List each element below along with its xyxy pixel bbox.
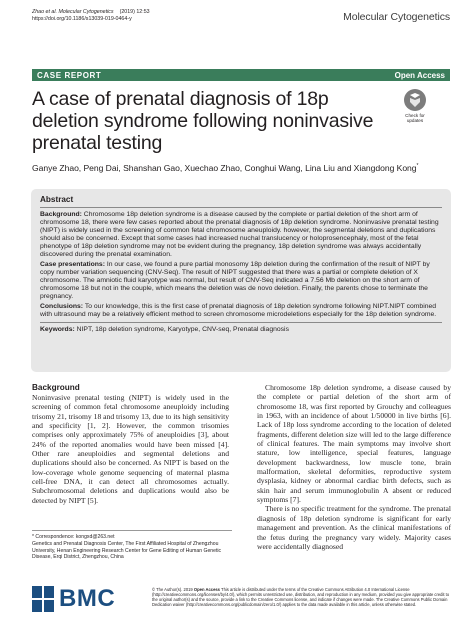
affiliation-text: Genetics and Prenatal Diagnosis Center, The First Affiliated Hospital of Zhengzhou University, Henan Engineering Research Center for Gene Editing of Human Genetic Disease, Erqi District, Zhengzhou, China: [32, 541, 222, 561]
abstract-divider: [40, 207, 442, 208]
abstract-background-text: Chromosome 18p deletion syndrome is a disease caused by the complete or partial deletion of the short arm of chromosome 18, there were few cases reported about the prenatal diagnosis of 18p deletion syndrome. Noninvasive prenatal testing (NIPT) is widely used in the screening of common fetal chromosome aneuploidy. however, the segmental deletions and duplications should also be concerned. Except that some cases had increased nuchal translucency or holoprosencephaly, most of the fetal phenotype of 18p deletion syndrome may not be evident during the pregnancy, 18p deletion syndrome was always accidentally discovered during the prenatal examination.: [40, 210, 439, 258]
article-type-label: CASE REPORT: [37, 70, 102, 80]
abstract-case-text: In our case, we found a pure partial monosomy 18p deletion during the confirmation of the result of NIPT by copy number variation sequencing (CNV-Seq). The result of NIPT suggested that there was a partial or complete deletion of X chromosome. The amniotic fluid karyotype was normal, but result of CNV-Seq indicated a 7.56 Mb deletion on the short arm of chromosome 18 but not in the couple, which means the deletion was de novo deletion. Finally, the parents chose to terminate the pregnancy.: [40, 260, 430, 301]
license-text: [152, 587, 452, 607]
abstract-conclusions-label: Conclusions:: [40, 303, 84, 311]
correspondence-email[interactable]: * Correspondence: kongxd@263.net: [32, 534, 115, 540]
author-list: [32, 163, 452, 173]
abstract-conclusions: [40, 303, 442, 319]
keywords-divider: [40, 322, 442, 323]
citation-block: [32, 9, 156, 23]
abstract-conclusions-text: To our knowledge, this is the first case of prenatal diagnosis of 18p deletion syndrome following NIPT.NIPT combined with ultrasound may be a relatively efficient method to screen chromosome microdeletions especially for the 18p deletion syndrome.: [40, 303, 437, 319]
background-paragraph: Noninvasive prenatal testing (NIPT) is widely used in the screening of common fetal chromosome aneuploidy including trisomy 21, trisomy 18 and trisomy 13, due to its high sensitivity and specificity [1, 2]. However, the common trisomies comprises only approximately 75% of aneuploidies [3], about 24% of the reported anomalies would have been missed [4]. Other rare aneuploidies and segmental deletions and duplications should also be concerned. As NIPT is based on the low-coverage whole genome sequencing of maternal plasma cell-free DNA, it can detect all chromosomes actually. Subchromosomal deletions and duplications would also be detected by NIPT [5].: [32, 393, 229, 505]
abstract-case: [40, 261, 442, 301]
article-title: A case of prenatal diagnosis of 18p deletion syndrome following noninvasive prenatal testing: [32, 88, 374, 154]
abstract-keywords: [40, 326, 442, 334]
abstract-box: [31, 189, 451, 372]
citation-year: (2019) 12:53: [119, 9, 150, 15]
check-for-updates-badge[interactable]: [398, 89, 432, 129]
open-access-label: Open Access: [394, 70, 445, 80]
correspondence-footnote: [32, 530, 232, 561]
license-open-access: Open Access: [193, 587, 220, 592]
bmc-logo-text: BMC: [59, 585, 116, 612]
authors-text: Ganye Zhao, Peng Dai, Shanshan Gao, Xuechao Zhao, Conghui Wang, Lina Liu and Xiangdong Kong: [32, 163, 417, 173]
badge-line2: updates: [406, 118, 424, 124]
abstract-background: [40, 211, 442, 259]
right-column: [257, 383, 451, 551]
abstract-background-label: Background:: [40, 210, 82, 218]
keywords-label: Keywords:: [40, 325, 75, 333]
background-heading: Background: [32, 383, 80, 392]
article-type-banner: [32, 69, 450, 81]
treatment-paragraph: There is no specific treatment for the syndrome. The prenatal diagnosis of 18p deletion syndrome is significant for early management and prevention. As the clinical manifestations of the fetus during the pregnancy vary widely. Majority cases were accidentally diagnosed: [257, 504, 451, 551]
citation-journal: Zhao et al. Molecular Cytogenetics: [32, 9, 114, 15]
abstract-case-label: Case presentations:: [40, 260, 105, 268]
bmc-logo-icon: [32, 586, 54, 612]
keywords-text: NIPT, 18p deletion syndrome, Karyotype, CNV-seq, Prenatal diagnosis: [74, 325, 289, 333]
check-updates-icon: [404, 89, 426, 111]
license-body: This article is distributed under the terms of the Creative Commons Attribution 4.0 International License (http://creativecommons.org/licenses/by/4.0/), which permits unrestricted use, distribution, and reproduction in any medium, provided you give appropriate credit to the original author(s) and the source, provide a link to the Creative Commons license, and indicate if changes were made. The Creative Commons Public Domain Dedication waiver (http://creativecommons.org/publicdomain/zero/1.0/) applies to the data made available in this article, unless otherwise stated.: [152, 587, 450, 608]
abstract-heading: Abstract: [40, 195, 74, 204]
doi-link[interactable]: https://doi.org/10.1186/s13039-019-0464-y: [32, 16, 132, 22]
journal-name: Molecular Cytogenetics: [343, 11, 450, 23]
license-lead: © The Author(s). 2019: [152, 587, 193, 592]
left-column: [32, 383, 229, 505]
bmc-logo: [32, 585, 115, 613]
badge-line1: Check for: [405, 113, 425, 118]
corresponding-mark: *: [416, 163, 419, 170]
syndrome-paragraph: Chromosome 18p deletion syndrome, a disease caused by the complete or partial deletion of the short arm of chromosome 18, was first reported by Grouchy and colleagues in 1963, with an incidence of about 1/50000 in live births [6]. Lack of 18p loss syndrome according to the location of deleted fragments, different deletion size will led to the large difference of clinical features. The main symptoms may involve short stature, low intelligence, special features, language development backwardness, low muscle tone, brain malformation, skeletal deformities, reproductive system dysplasia, kidney or abnormal cardiac birth defects, such as skin hair and serum immunoglobulin A absent or reduced symptoms [7].: [257, 383, 451, 505]
